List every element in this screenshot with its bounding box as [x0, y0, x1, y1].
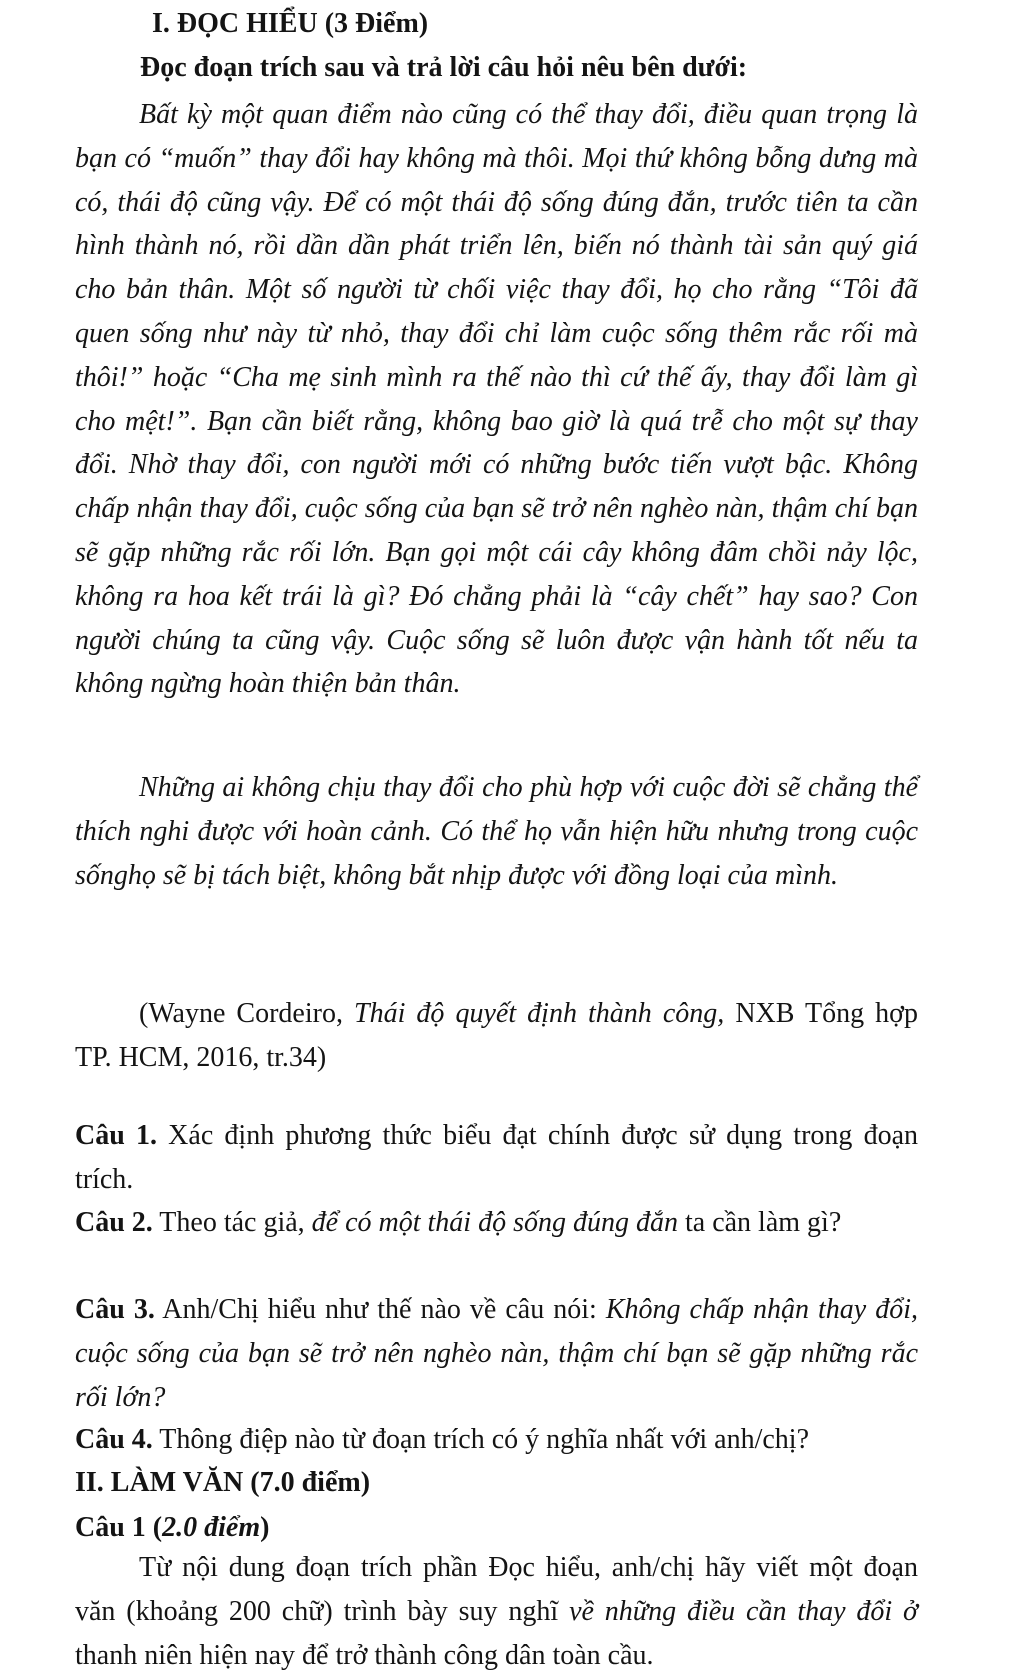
question-1-text: Xác định phương thức biểu đạt chính được sử dụng trong đoạn trích.	[75, 1120, 919, 1195]
section-2-title: II. LÀM VĂN (7.0 điểm)	[75, 1467, 371, 1498]
question-2	[75, 1201, 918, 1245]
question-3-label: Câu 3.	[75, 1294, 155, 1325]
question-2-suffix: ta cần làm gì?	[677, 1207, 842, 1238]
citation	[75, 992, 918, 1080]
writing-task	[75, 1546, 918, 1677]
question-3-prefix: Anh/Chị hiểu như thế nào về câu nói:	[154, 1294, 606, 1325]
section-1-title: I. ĐỌC HIỂU (3 Điểm)	[152, 8, 429, 39]
writing-question-1-close: )	[260, 1512, 270, 1543]
writing-task-quote: về những điều cần thay đổi ở	[569, 1595, 918, 1627]
citation-author: (Wayne Cordeiro,	[139, 998, 355, 1029]
question-4	[75, 1418, 918, 1462]
question-2-label: Câu 2.	[75, 1207, 153, 1238]
writing-question-1-points: 2.0 điểm	[162, 1512, 261, 1543]
question-2-quote: để có một thái độ sống đúng đắn	[311, 1207, 678, 1238]
reading-instruction: Đọc đoạn trích sau và trả lời câu hỏi nêu bên dưới:	[140, 52, 748, 83]
question-2-prefix: Theo tác giả,	[152, 1207, 312, 1238]
passage-paragraph-1: Bất kỳ một quan điểm nào cũng có thể thay đổi, điều quan trọng là bạn có “muốn” thay đổi hay không mà thôi. Mọi thứ không bỗng dưng mà có, thái độ cũng vậy. Để có một thái độ sống đúng đắn, trước tiên ta cần hình thành nó, rồi dần dần phát triển lên, biến nó thành tài sản quý giá cho bản thân. Một số người từ chối việc thay đổi, họ cho rằng “Tôi đã quen sống như này từ nhỏ, thay đổi chỉ làm cuộc sống thêm rắc rối mà thôi!” hoặc “Cha mẹ sinh mình ra thế nào thì cứ thế ấy, thay đổi làm gì cho mệt!”. Bạn cần biết rằng, không bao giờ là quá trễ cho một sự thay đổi. Nhờ thay đổi, con người mới có những bước tiến vượt bậc. Không chấp nhận thay đổi, cuộc sống của bạn sẽ trở nên nghèo nàn, thậm chí bạn sẽ gặp những rắc rối lớn. Bạn gọi một cái cây không đâm chồi nảy lộc, không ra hoa kết trái là gì? Đó chẳng phải là “cây chết” hay sao? Con người chúng ta cũng vậy. Cuộc sống sẽ luôn được vận hành tốt nếu ta không ngừng hoàn thiện bản thân.	[75, 99, 918, 700]
citation-book-title: Thái độ quyết định thành công,	[354, 998, 725, 1029]
writing-question-1-heading	[75, 1508, 269, 1548]
writing-question-1-label: Câu 1 (	[75, 1512, 163, 1543]
question-1	[75, 1114, 918, 1202]
question-4-label: Câu 4.	[75, 1424, 153, 1455]
question-3	[75, 1288, 918, 1419]
writing-task-suffix: thanh niên hiện nay để trở thành công dân toàn cầu.	[75, 1639, 654, 1671]
question-3-quote: Không chấp nhận thay đổi, cuộc sống của bạn sẽ trở nên nghèo nàn, thậm chí bạn sẽ gặp những rắc rối lớn?	[75, 1294, 918, 1413]
citation-publisher: NXB Tổng hợp TP. HCM, 2016, tr.34)	[75, 998, 918, 1073]
question-4-text: Thông điệp nào từ đoạn trích có ý nghĩa nhất với anh/chị?	[152, 1424, 809, 1455]
writing-task-prefix: Từ nội dung đoạn trích phần Đọc hiểu, anh/chị hãy viết một đoạn văn (khoảng 200 chữ) trình bày suy nghĩ	[75, 1552, 918, 1627]
passage-paragraph-2: Những ai không chịu thay đổi cho phù hợp với cuộc đời sẽ chẳng thể thích nghi được với hoàn cảnh. Có thể họ vẫn hiện hữu nhưng trong cuộc sốnghọ sẽ bị tách biệt, không bắt nhịp được với đồng loại của mình.	[75, 772, 918, 891]
question-1-label: Câu 1.	[75, 1120, 157, 1151]
